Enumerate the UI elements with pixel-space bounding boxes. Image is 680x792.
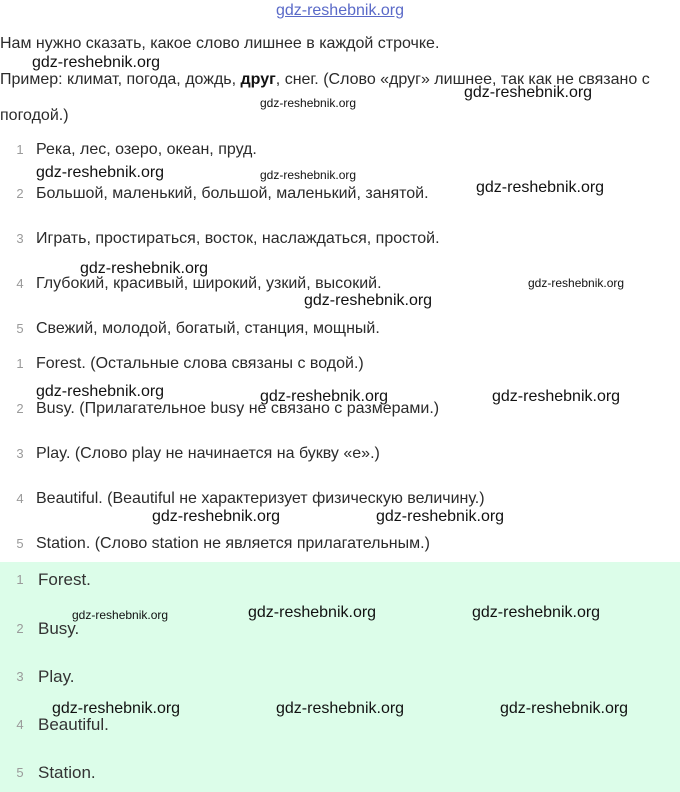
site-link[interactable]: gdz-reshebnik.org xyxy=(275,2,405,19)
watermark: gdz-reshebnik.org xyxy=(260,388,389,405)
item-number: 1 xyxy=(16,356,24,371)
watermark: gdz-reshebnik.org xyxy=(464,84,593,101)
explanation-row xyxy=(0,350,680,378)
watermark: gdz-reshebnik.org xyxy=(500,700,629,717)
watermark: gdz-reshebnik.org xyxy=(260,168,357,182)
explanation-text: Busy. (Прилагательное busy не связано с размерами.) xyxy=(36,400,440,417)
answer-text: Busy. xyxy=(38,619,80,638)
answer-row xyxy=(0,566,680,594)
watermark: gdz-reshebnik.org xyxy=(152,508,281,525)
intro-line: Нам нужно сказать, какое слово лишнее в каждой строчке. xyxy=(0,35,440,52)
answer-box xyxy=(0,562,680,792)
answer-text: Play. xyxy=(38,667,75,686)
watermark: gdz-reshebnik.org xyxy=(276,700,405,717)
watermark: gdz-reshebnik.org xyxy=(260,96,357,110)
question-text: Глубокий, красивый, широкий, узкий, высокий. xyxy=(36,275,382,292)
watermark: gdz-reshebnik.org xyxy=(72,608,169,622)
answer-row xyxy=(0,759,680,787)
item-number: 5 xyxy=(16,321,24,336)
item-number: 2 xyxy=(16,186,24,201)
explanation-row xyxy=(0,485,680,513)
question-text: Играть, простираться, восток, наслаждаться, простой. xyxy=(36,230,440,247)
watermark: gdz-reshebnik.org xyxy=(248,604,377,621)
watermark: gdz-reshebnik.org xyxy=(304,292,433,309)
explanation-text: Beautiful. (Beautiful не характеризует физическую величину.) xyxy=(36,490,485,507)
item-number: 4 xyxy=(16,491,24,506)
example-bold-word: друг xyxy=(240,71,276,88)
item-number: 4 xyxy=(16,717,24,732)
watermark: gdz-reshebnik.org xyxy=(32,54,161,71)
item-number: 5 xyxy=(16,536,24,551)
question-text: Свежий, молодой, богатый, станция, мощный. xyxy=(36,320,380,337)
watermark: gdz-reshebnik.org xyxy=(80,260,209,277)
question-text: Большой, маленький, большой, маленький, занятой. xyxy=(36,185,429,202)
explanation-text: Station. (Слово station не является прилагательным.) xyxy=(36,535,430,552)
explanation-text: Play. (Слово play не начинается на букву «e».) xyxy=(36,445,380,462)
watermark: gdz-reshebnik.org xyxy=(528,276,625,290)
answer-text: Forest. xyxy=(38,570,91,589)
answer-row xyxy=(0,663,680,691)
explanation-row xyxy=(0,530,680,558)
intro-paragraph xyxy=(0,26,670,134)
watermark: gdz-reshebnik.org xyxy=(492,388,621,405)
watermark: gdz-reshebnik.org xyxy=(52,700,181,717)
question-row xyxy=(0,225,680,253)
item-number: 3 xyxy=(16,231,24,246)
item-number: 3 xyxy=(16,669,24,684)
item-number: 5 xyxy=(16,765,24,780)
item-number: 2 xyxy=(16,621,24,636)
explanation-text: Forest. (Остальные слова связаны с водой.) xyxy=(36,355,364,372)
watermark: gdz-reshebnik.org xyxy=(476,179,605,196)
question-row xyxy=(0,136,680,164)
example-suffix: , снег. (Слово «друг» лишнее, так как не связано с погодой.) xyxy=(0,71,650,124)
item-number: 4 xyxy=(16,276,24,291)
watermark: gdz-reshebnik.org xyxy=(376,508,505,525)
watermark: gdz-reshebnik.org xyxy=(36,383,165,400)
question-text: Река, лес, озеро, океан, пруд. xyxy=(36,141,257,158)
watermark: gdz-reshebnik.org xyxy=(36,164,165,181)
item-number: 3 xyxy=(16,446,24,461)
answer-text: Beautiful. xyxy=(38,715,109,734)
item-number: 1 xyxy=(16,142,24,157)
watermark: gdz-reshebnik.org xyxy=(472,604,601,621)
item-number: 1 xyxy=(16,572,24,587)
answer-text: Station. xyxy=(38,763,96,782)
item-number: 2 xyxy=(16,401,24,416)
question-row xyxy=(0,315,680,343)
explanation-row xyxy=(0,440,680,468)
example-prefix: Пример: климат, погода, дождь, xyxy=(0,71,241,88)
